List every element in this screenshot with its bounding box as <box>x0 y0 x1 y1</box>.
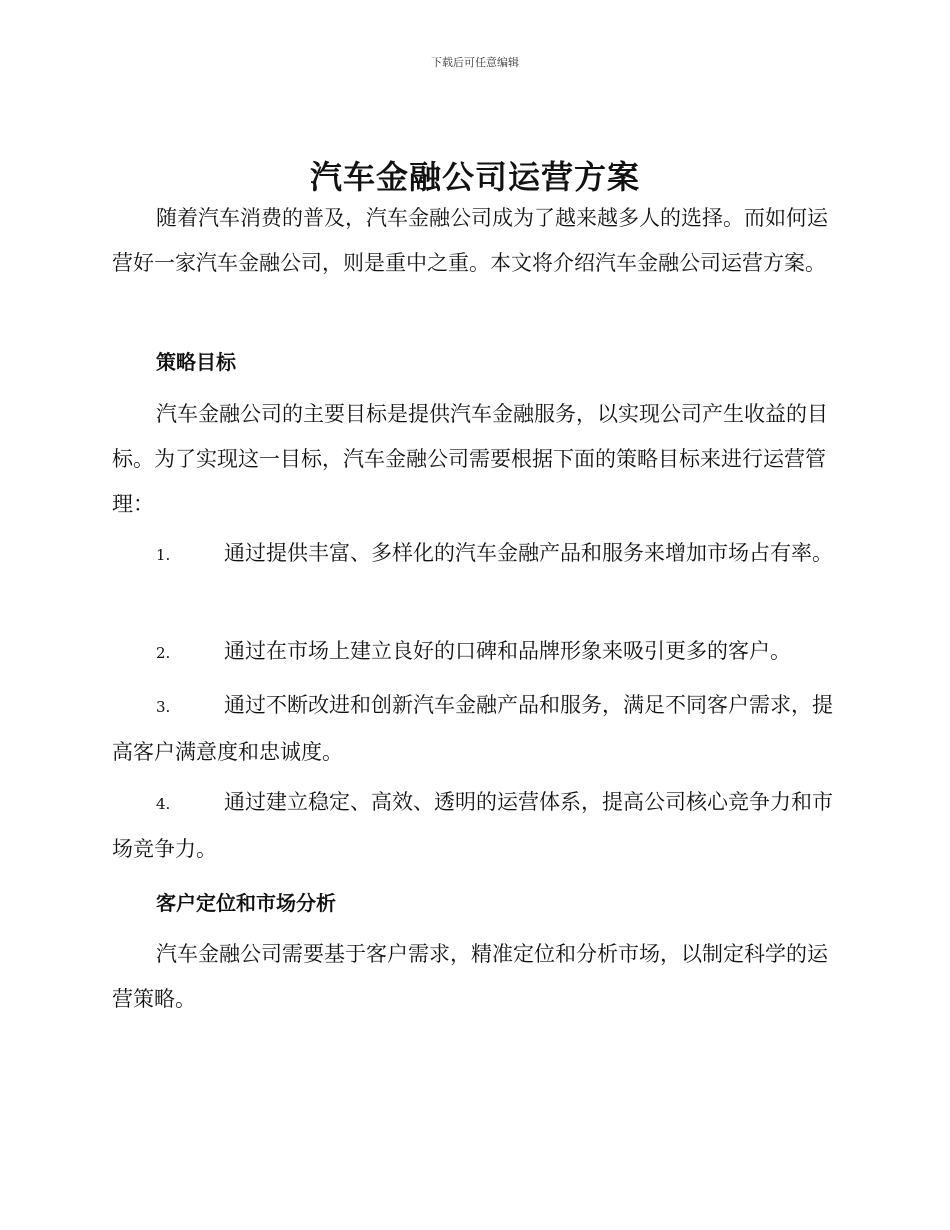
list-item-number: 2. <box>156 644 171 662</box>
section-heading-strategy: 策略目标 <box>156 350 236 374</box>
customer-paragraph: 汽车金融公司需要基于客户需求，精准定位和分析市场，以制定科学的运营策略。 <box>112 942 828 1011</box>
section-heading-customer: 客户定位和市场分析 <box>156 891 336 915</box>
list-item-number: 1. <box>156 546 171 564</box>
list-item <box>112 780 834 872</box>
list-item-number: 3. <box>156 698 171 716</box>
list-item <box>112 683 834 775</box>
list-item-number: 4. <box>156 795 171 813</box>
document-title: 汽车金融公司运营方案 <box>309 158 640 196</box>
list-item-text: 通过不断改进和创新汽车金融产品和服务，满足不同客户需求，提高客户满意度和忠诚度。 <box>112 693 833 764</box>
list-item <box>112 531 834 578</box>
strategy-paragraph: 汽车金融公司的主要目标是提供汽车金融服务，以实现公司产生收益的目标。为了实现这一目标，汽车金融公司需要根据下面的策略目标来进行运营管理： <box>112 402 828 516</box>
list-item-text: 通过提供丰富、多样化的汽车金融产品和服务来增加市场占有率。 <box>224 541 833 565</box>
list-item-text: 通过建立稳定、高效、透明的运营体系，提高公司核心竞争力和市场竞争力。 <box>112 790 833 861</box>
intro-paragraph: 随着汽车消费的普及，汽车金融公司成为了越来越多人的选择。而如何运营好一家汽车金融公司，则是重中之重。本文将介绍汽车金融公司运营方案。 <box>112 206 828 275</box>
list-item-text: 通过在市场上建立良好的口碑和品牌形象来吸引更多的客户。 <box>224 639 791 663</box>
page-header-note: 下载后可任意编辑 <box>431 56 519 69</box>
list-item <box>112 629 834 676</box>
